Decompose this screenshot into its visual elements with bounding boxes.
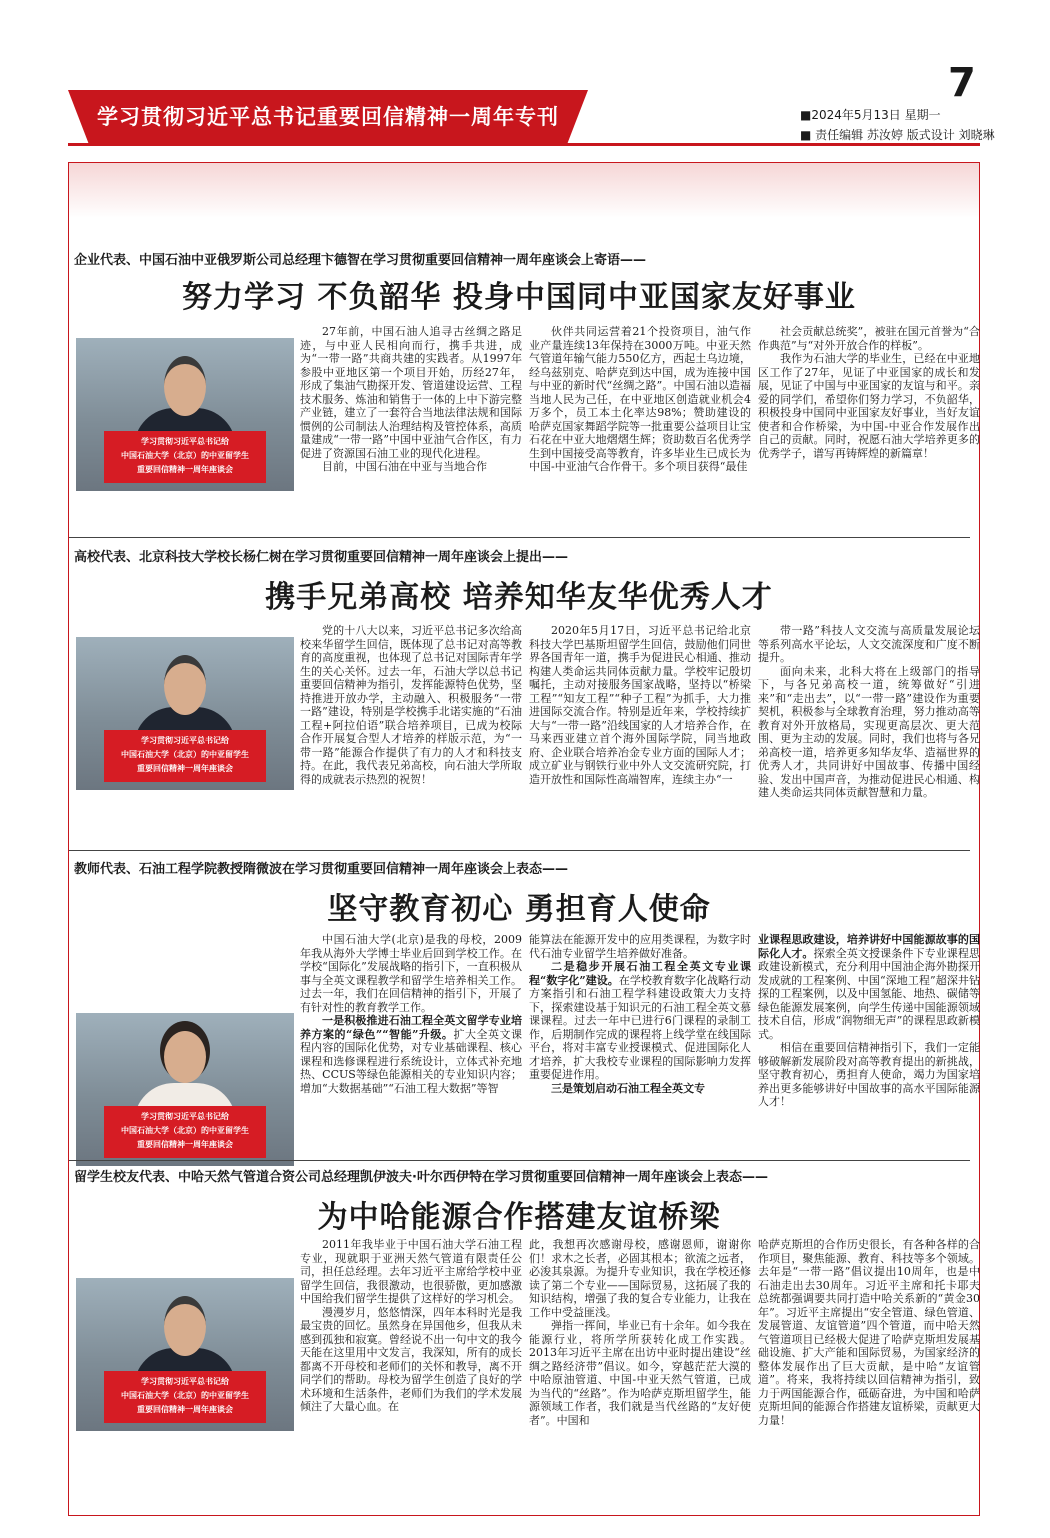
article-column — [758, 624, 980, 800]
article-column — [300, 933, 522, 1095]
podium-sign — [104, 1106, 266, 1158]
series-title: 学习贯彻习近平总书记重要回信精神一周年专刊 — [97, 105, 559, 129]
article-column — [758, 933, 980, 1109]
body-paragraph: 能算法在能源开发中的应用类课程，为数字时代石油专业留学生培养做好准备。 — [529, 933, 751, 960]
body-paragraph: 27年前，中国石油人追寻古丝绸之路足迹，与中亚人民相向而行，携手共进，成为“一带一路”共商共建的实践者。从1997年参股中亚地区第一个项目开始，历经27年，形成了集油气勘探开发、管道建设运营、工程技术服务、炼油和销售于一体的上中下游完整产业链，建立了一套符合当地法律法规和国际惯例的公司制法人治理结构及管控体系，高质量建成“一带一路”中国中亚油气合作区，有力促进了资源国石油工业的现代化进程。 — [300, 325, 522, 460]
body-paragraph: 社会贡献总统奖”，被驻在国元首誉为“合作典范”与“对外开放合作的样板”。 — [758, 325, 980, 352]
body-paragraph — [529, 1082, 751, 1096]
emphasis-text: 三是策划启动石油工程全英文专 — [551, 1081, 705, 1095]
podium-sign-text: 学习贯彻习近平总书记给 — [141, 1112, 229, 1121]
speaker-head — [164, 1296, 206, 1356]
podium-sign-text: 学习贯彻习近平总书记给 — [141, 437, 229, 446]
article-column — [529, 1238, 751, 1427]
article-headline: 努力学习 不负韶华 投身中国同中亚国家友好事业 — [182, 280, 856, 315]
body-paragraph: 面向未来，北科大将在上级部门的指导下，与各兄弟高校一道，统筹做好“引进来”和“走出去”，以“一带一路”建设作为重要契机，积极参与全球教育治理，努力推动高等教育对外开放格局，实现更高层次、更大范围、更为主动的发展。同时，我们也将与各兄弟高校一道，培养更多知华友华、造福世界的优秀人才，共同讲好中国故事、传播中国经验、发出中国声音，为推动促进民心相通、构建人类命运共同体贡献智慧和力量。 — [758, 664, 980, 799]
emphasis-text: 一是积极推进石油工程全英文留学专业培养方案的“绿色”“智能”升级。 — [300, 1014, 522, 1041]
speaker-photo — [76, 1013, 294, 1166]
article-column — [529, 933, 751, 1095]
podium-sign-text: 学习贯彻习近平总书记给 — [141, 736, 229, 745]
body-paragraph: 伙伴共同运营着21个投资项目，油气作业产量连续13年保持在3000万吨。中亚天然气管道年输气能力550亿方，西起土乌边境，经乌兹别克、哈萨克到达中国，成为连接中国与中亚的新时代“丝绸之路”。中国石油以造福当地人民为己任，在中亚地区创造就业机会4万多个，员工本土化率达98%；赞助建设的哈萨克国家舞蹈学院等一批重要公益项目让宝石花在中亚大地熠熠生辉；资助数百名优秀学生到中国接受高等教育，许多毕业生已成长为中国-中亚油气合作骨干。多个项目获得“最佳 — [529, 325, 751, 473]
podium-sign — [104, 1371, 266, 1423]
podium-sign-text: 重要回信精神一周年座谈会 — [137, 465, 233, 474]
body-paragraph: 一是积极推进石油工程全英文留学专业培养方案的“绿色”“智能”升级。扩大全英文课程内容的国际化优势，对专业基础课程、核心课程和选修课程进行系统设计，立体式补充地热、CCUS等绿色能源相关的专业知识内容；增加“大数据基础”“石油工程大数据”等智 — [300, 1014, 523, 1095]
section-divider — [69, 850, 970, 851]
page-number: 7 — [948, 60, 976, 106]
issue-date: ■2024年5月13日 星期一 — [800, 108, 941, 122]
podium-sign-text: 学习贯彻习近平总书记给 — [141, 1377, 229, 1386]
body-paragraph: 带一路”科技人文交流与高质量发展论坛等系列高水平论坛，人文交流深度和广度不断提升。 — [758, 624, 980, 664]
article-column — [300, 624, 522, 786]
article-column — [300, 325, 522, 474]
article-column — [529, 624, 751, 786]
article-column — [300, 1238, 522, 1414]
speaker-photo — [76, 637, 294, 790]
article-kicker: 教师代表、石油工程学院教授隋微波在学习贯彻重要回信精神一周年座谈会上表态—— — [74, 862, 569, 877]
podium-sign-text: 重要回信精神一周年座谈会 — [137, 1140, 233, 1149]
article-headline: 携手兄弟高校 培养知华友华优秀人才 — [265, 580, 773, 615]
speaker-head — [164, 356, 206, 416]
article-kicker: 企业代表、中国石油中亚俄罗斯公司总经理卞德智在学习贯彻重要回信精神一周年座谈会上寄语—— — [74, 253, 647, 268]
article-kicker: 高校代表、北京科技大学校长杨仁树在学习贯彻重要回信精神一周年座谈会上提出—— — [74, 550, 569, 565]
body-paragraph: 漫漫岁月，悠悠情深，四年本科时光是我最宝贵的回忆。虽然身在异国他乡，但我从未感到孤独和寂寞。曾经说不出一句中文的我今天能在这里用中文发言，我深知，所有的成长都离不开母校和老师们的关怀和教导，离不开同学们的帮助。母校为留学生创造了良好的学术环境和生活条件，老师们为我们的学术发展倾注了大量心血。在 — [300, 1305, 522, 1413]
editors-credit: ■ 责任编辑 苏汝婷 版式设计 刘晓琳 — [800, 128, 995, 142]
speaker-head — [164, 655, 206, 715]
section-divider — [69, 1160, 970, 1161]
podium-sign-text: 重要回信精神一周年座谈会 — [137, 764, 233, 773]
article-headline: 为中哈能源合作搭建友谊桥梁 — [317, 1200, 721, 1235]
article-kicker: 留学生校友代表、中哈天然气管道合资公司总经理凯伊波夫·叶尔西伊特在学习贯彻重要回信精神一周年座谈会上表态—— — [74, 1170, 768, 1185]
podium-sign-text: 中国石油大学（北京）的中亚留学生 — [121, 750, 249, 759]
podium-sign — [104, 431, 266, 483]
podium-sign-text: 中国石油大学（北京）的中亚留学生 — [121, 1126, 249, 1135]
body-paragraph: 弹指一挥间，毕业已有十余年。如今我在能源行业，将所学所获转化成工作实践。2013年习近平主席在出访中亚时提出建设“丝绸之路经济带”倡议。如今，穿越茫茫大漠的中哈原油管道、中国-中亚天然气管道，已成为当代的“丝路”。作为哈萨克斯坦留学生，能源领域工作者，我们就是当代丝路的“友好使者”。中国和 — [529, 1319, 751, 1427]
article-column — [529, 325, 751, 474]
emphasis-text: 二是稳步开展石油工程全英文专业课程“数字化”建设。 — [529, 960, 751, 987]
article-column — [758, 1238, 980, 1427]
body-paragraph: 此，我想再次感谢母校，感谢恩师，谢谢你们！求木之长者，必固其根本；欲流之远者，必浚其泉源。为提升专业知识，我在学校还修读了第二个专业——国际贸易，这拓展了我的知识结构，增强了我的复合专业能力，让我在工作中受益匪浅。 — [529, 1238, 751, 1319]
body-paragraph: 2020年5月17日，习近平总书记给北京科技大学巴基斯坦留学生回信，鼓励他们同世界各国青年一道，携手为促进民心相通、推动构建人类命运共同体贡献力量。学校牢记殷切嘱托，主动对接服务国家战略，坚持以“桥梁工程”“知友工程”“种子工程”为抓手，大力推进国际交流合作。特别是近年来，学校持续扩大与“一带一路”沿线国家的人才培养合作，在马来西亚建立首个海外国际学院，同当地政府、企业联合培养冶金专业方面的国际人才；成立矿业与钢铁行业中外人文交流研究院，打造开放性和国际性高端智库，连续主办“一 — [529, 624, 751, 786]
speaker-head — [164, 1031, 206, 1083]
speaker-photo — [76, 338, 294, 491]
body-paragraph: 目前，中国石油在中亚与当地合作 — [322, 460, 487, 473]
emphasis-text: 业课程思政建设，培养讲好中国能源故事的国际化人才。 — [758, 933, 980, 960]
speaker-photo — [76, 1278, 294, 1431]
article-column — [758, 325, 980, 460]
body-paragraph: 相信在重要回信精神指引下，我们一定能够破解新发展阶段对高等教育提出的新挑战，坚守教育初心，勇担育人使命，竭力为国家培养出更多能够讲好中国故事的高水平国际能源人才！ — [758, 1041, 980, 1108]
frame-header-tint — [69, 163, 979, 218]
podium-sign — [104, 730, 266, 782]
body-paragraph: 我作为石油大学的毕业生，已经在中亚地区工作了27年，见证了中亚国家的成长和发展，见证了中国与中亚国家的友谊与和平。亲爱的同学们，希望你们努力学习，不负韶华，积极投身中国同中亚国家友好事业，当好友谊使者和合作桥梁，为中国-中亚合作发展作出自己的贡献。同时，祝愿石油大学培养更多的优秀学子，谱写再铸辉煌的新篇章！ — [758, 352, 980, 460]
body-paragraph: 哈萨克斯坦的合作历史很长，有各种各样的合作项目，聚焦能源、教育、科技等多个领域。去年是“一带一路”倡议提出10周年，也是中石油走出去30周年。习近平主席和托卡耶夫总统都强调要共同打造中哈关系新的“黄金30年”。习近平主席提出“安全管道、绿色管道、发展管道、友谊管道”四个管道，而中哈天然气管道项目已经极大促进了哈萨克斯坦发展基础设施、扩大产能和国际贸易，为国家经济的整体发展作出了巨大贡献，是中哈“友谊管道”。将来，我将持续以回信精神为指引，致力于两国能源合作，砥砺奋进，为中国和哈萨克斯坦间的能源合作搭建友谊桥梁，贡献更大力量！ — [758, 1238, 980, 1427]
body-paragraph: 业课程思政建设，培养讲好中国能源故事的国际化人才。探索全英文授课条件下专业课程思政建设新模式，充分利用中国油企海外勘探开发成就的工程案例、中国“深地工程”超深井钻探的工程案例，以及中国氢能、地热、碳储等绿色能源发展案例，向学生传递中国能源领域技术自信，形成“润物细无声”的课程思政新模式。 — [758, 933, 981, 1041]
body-paragraph: 中国石油大学(北京)是我的母校，2009年我从海外大学博士毕业后回到学校工作。在学校“国际化”发展战略的指引下，一直积极从事与全英文课程教学和留学生培养相关工作。过去一年，我们在回信精神的指引下，开展了有针对性的教育教学工作。 — [300, 933, 522, 1014]
masthead-rule — [68, 143, 980, 146]
article-headline: 坚守教育初心 勇担育人使命 — [327, 892, 711, 927]
section-divider — [69, 537, 970, 538]
body-paragraph: 二是稳步开展石油工程全英文专业课程“数字化”建设。在学校教育数字化战略行动方案指引和石油工程学科建设政策大力支持下，探索建设基于知识元的石油工程全英文慕课课程。过去一年中已进行6门课程的录制工作，后期制作完成的课程将上线学堂在线国际平台，将对丰富专业授课模式、促进国际化人才培养，扩大我校专业课程的国际影响力发挥重要促进作用。 — [529, 960, 752, 1081]
podium-sign-text: 重要回信精神一周年座谈会 — [137, 1405, 233, 1414]
podium-sign-text: 中国石油大学（北京）的中亚留学生 — [121, 1391, 249, 1400]
body-paragraph: 党的十八大以来，习近平总书记多次给高校来华留学生回信，既体现了总书记对高等教育的高度重视，也体现了总书记对国际青年学生的关心关怀。过去一年，石油大学以总书记重要回信精神为指引，发挥能源特色优势，坚持推进开放办学，主动融入、积极服务“一带一路”建设，特别是学校携手北诺实施的“石油工程+阿拉伯语”联合培养项目，已成为校际合作开展复合型人才培养的样版示范，为“一带一路”能源合作提供了有力的人才和科技支持。在此，我代表兄弟高校，向石油大学所取得的成就表示热烈的祝贺！ — [300, 624, 522, 786]
podium-sign-text: 中国石油大学（北京）的中亚留学生 — [121, 451, 249, 460]
body-paragraph: 2011年我毕业于中国石油大学石油工程专业，现就职于亚洲天然气管道有限责任公司，担任总经理。去年习近平主席给学校中亚留学生回信，我很激动，也很骄傲，更加感激中国给我们留学生提供了这样好的学习机会。 — [300, 1238, 522, 1305]
